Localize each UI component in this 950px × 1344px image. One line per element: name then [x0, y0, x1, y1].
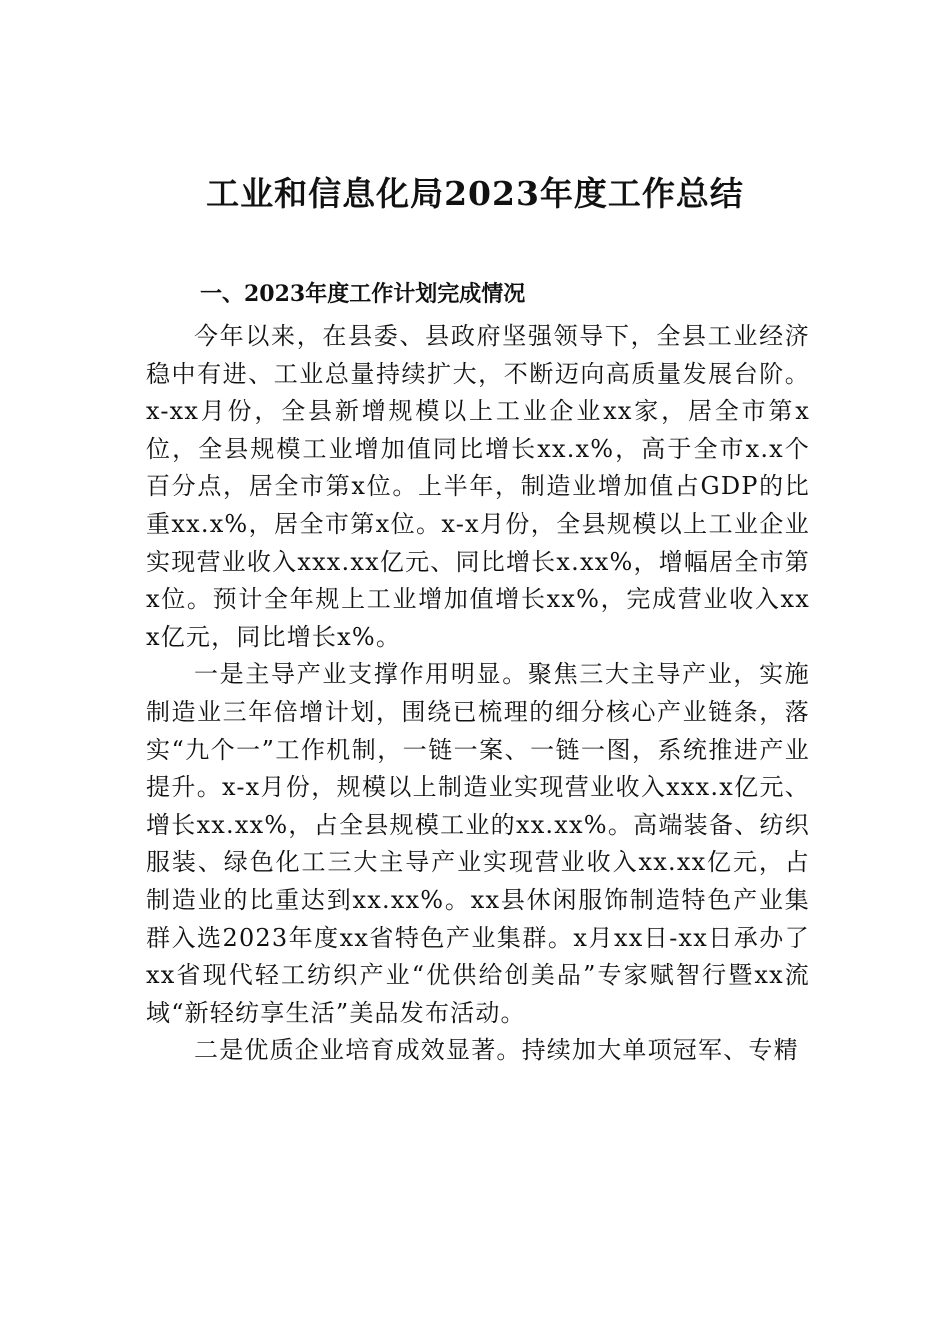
document-body: [146, 318, 810, 1070]
section-heading: 一、2023年度工作计划完成情况: [200, 281, 526, 307]
paragraph-quality-enterprises: 二是优质企业培育成效显著。持续加大单项冠军、专精: [194, 1036, 799, 1065]
paragraph-leading-industries: 一是主导产业支撑作用明显。聚焦三大主导产业，实施制造业三年倍增计划，围绕已梳理的细分核心产业链条，落实“九个一”工作机制，一链一案、一链一图，系统推进产业提升。x-x月份，规模以上制造业实现营业收入xxx.x亿元、增长xx.xx%，占全县规模工业的xx.xx%。高端装备、纺织服装、绿色化工三大主导产业实现营业收入xx.xx亿元，占制造业的比重达到xx.xx%。xx县休闲服饰制造特色产业集群入选2023年度xx省特色产业集群。x月xx日-xx日承办了xx省现代轻工纺织产业“优供给创美品”专家赋智行暨xx流域“新轻纺享生活”美品发布活动。: [146, 660, 810, 1027]
document-title: 工业和信息化局2023年度工作总结: [206, 174, 744, 213]
paragraph-overview: 今年以来，在县委、县政府坚强领导下，全县工业经济稳中有进、工业总量持续扩大，不断迈向高质量发展台阶。x-xx月份，全县新增规模以上工业企业xx家，居全市第x位，全县规模工业增加值同比增长xx.x%，高于全市x.x个百分点，居全市第x位。上半年，制造业增加值占GDP的比重xx.x%，居全市第x位。x-x月份，全县规模以上工业企业实现营业收入xxx.xx亿元、同比增长x.xx%，增幅居全市第x位。预计全年规上工业增加值增长xx%，完成营业收入xxx亿元，同比增长x%。: [146, 322, 810, 651]
